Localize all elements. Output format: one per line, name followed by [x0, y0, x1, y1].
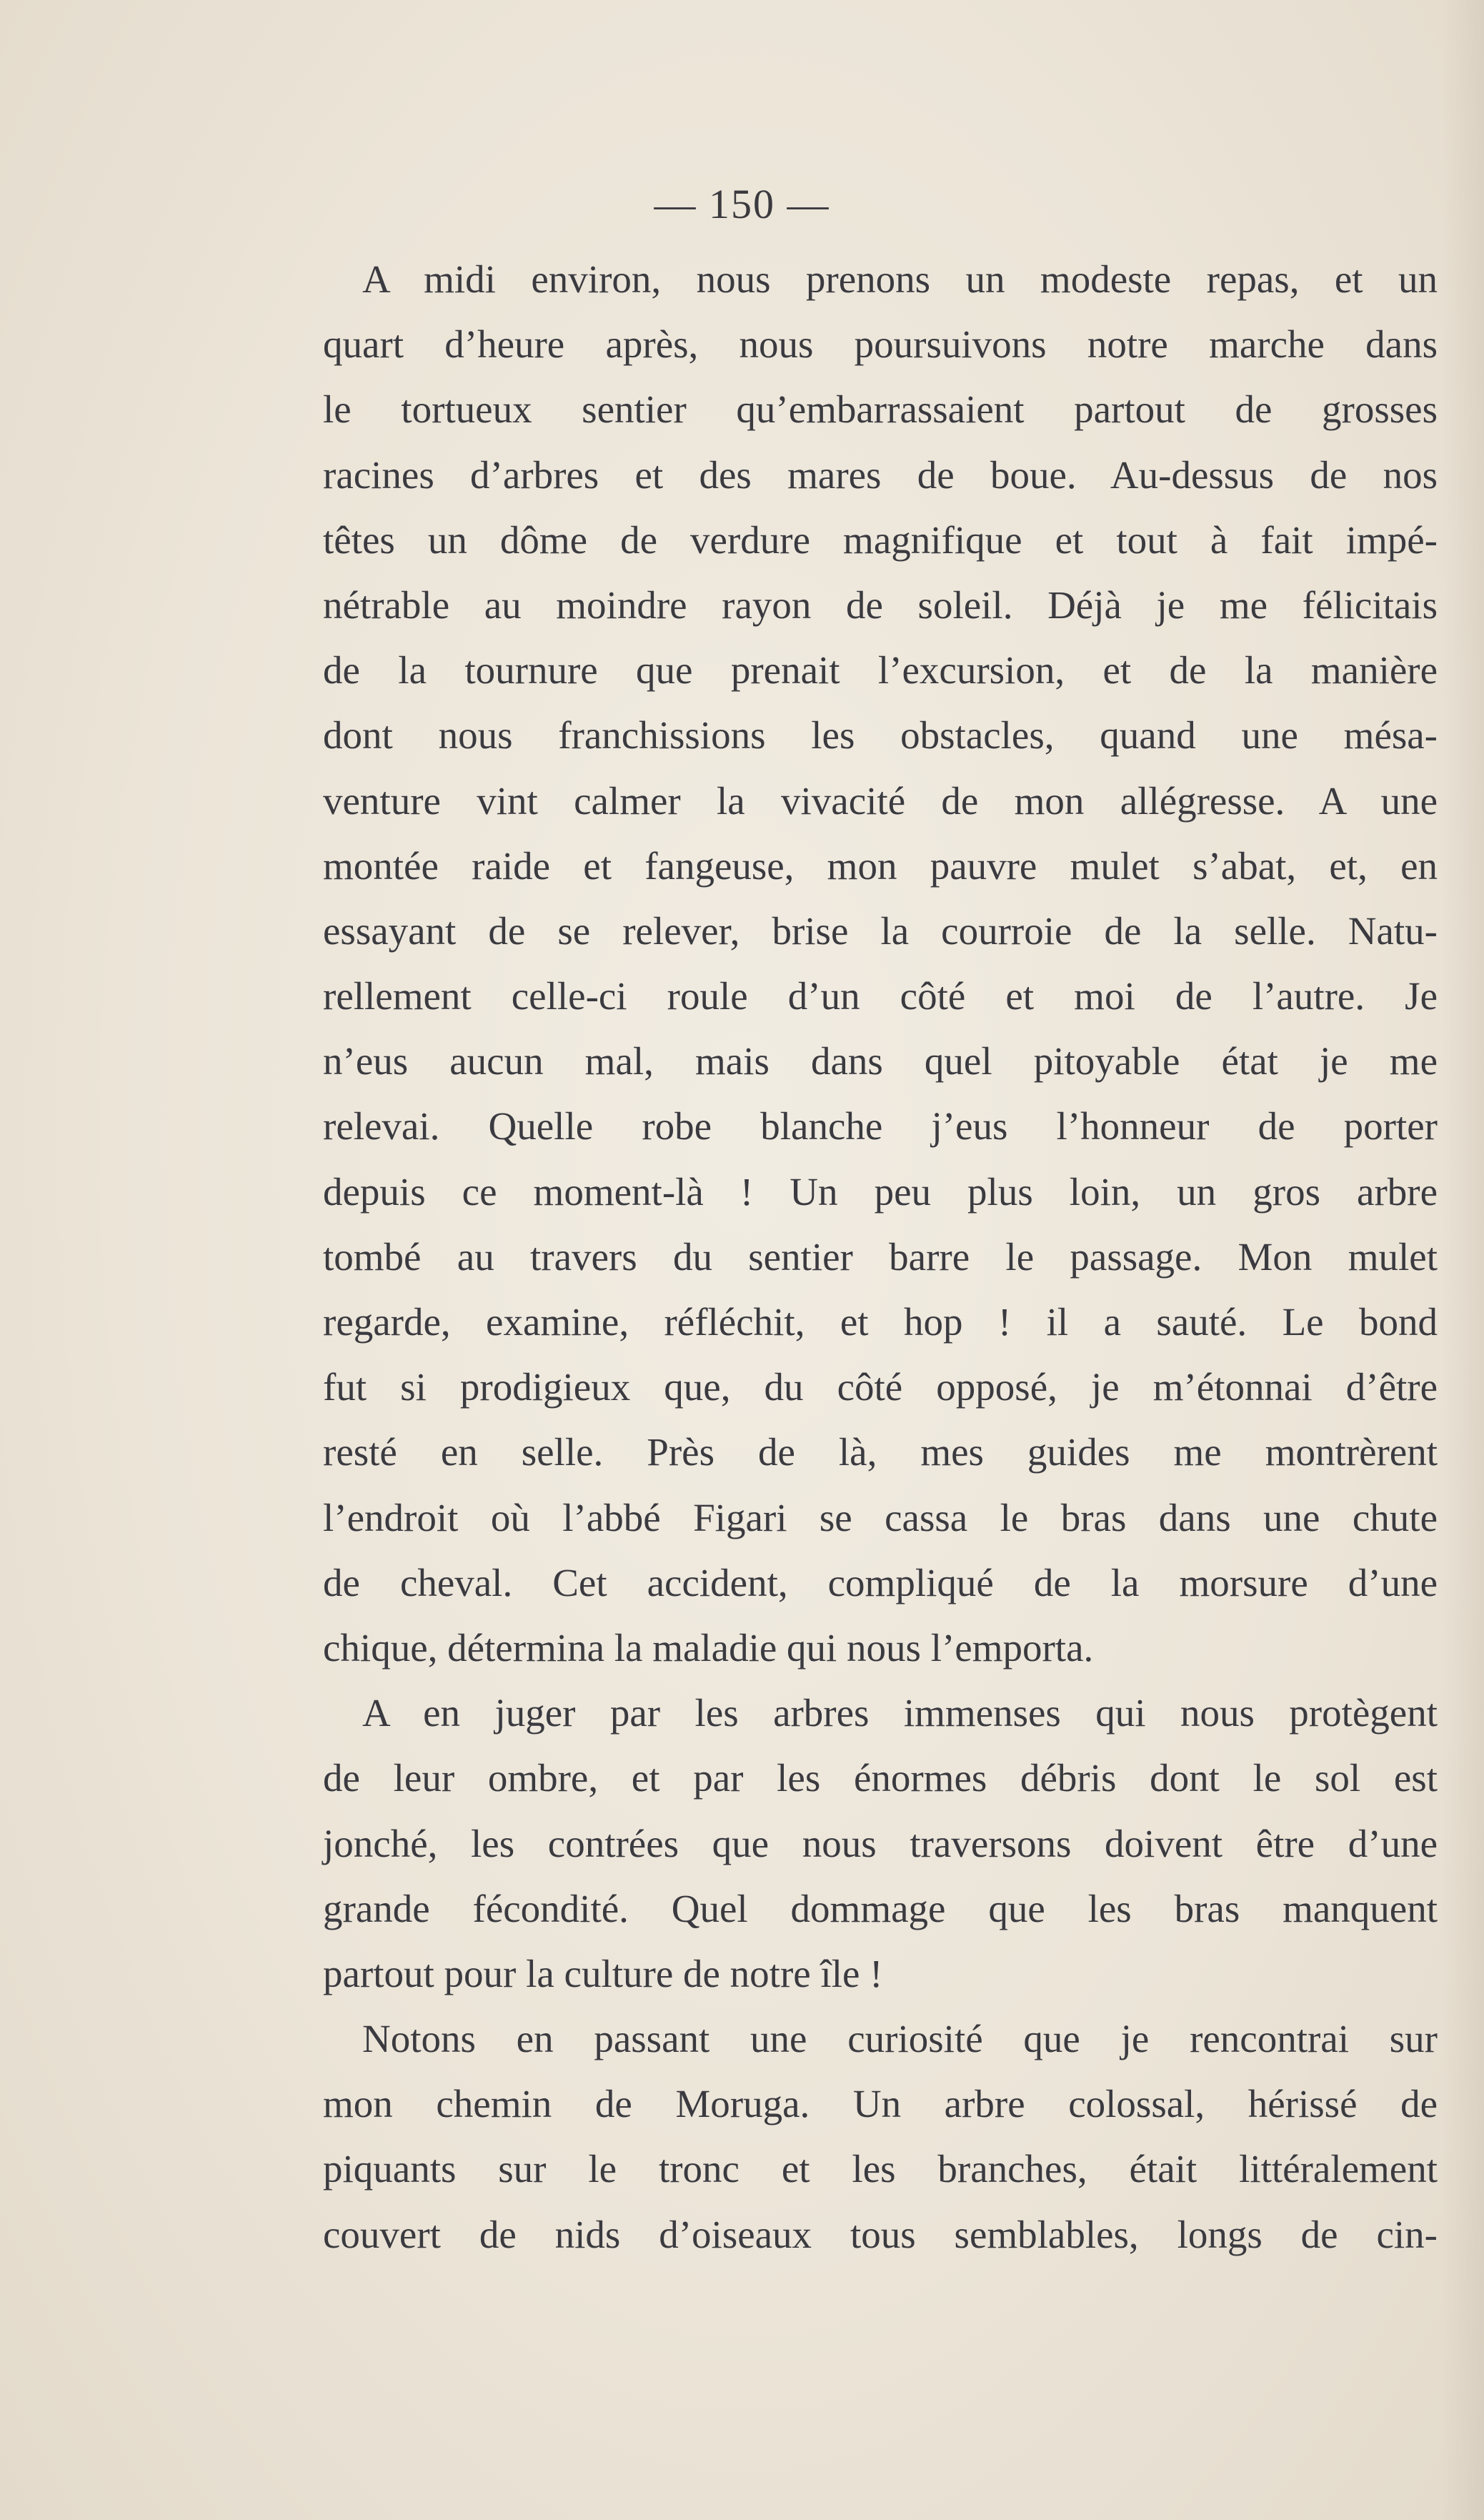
text-line: têtes un dôme de verdure magnifique et tout à fait impé-: [323, 517, 1438, 562]
text-line: Notons en passant une curiosité que je rencontrai sur: [362, 2017, 1438, 2061]
text-line: le tortueux sentier qu’embarrassaient partout de grosses: [323, 387, 1438, 432]
text-line: regarde, examine, réfléchit, et hop ! il a sauté. Le bond: [323, 1300, 1438, 1344]
text-line: fut si prodigieux que, du côté opposé, je m’étonnai d’être: [323, 1365, 1438, 1409]
text-line: rellement celle-ci roule d’un côté et moi de l’autre. Je: [323, 974, 1438, 1018]
text-line: resté en selle. Près de là, mes guides me montrèrent: [323, 1430, 1438, 1474]
body-text: [323, 247, 1438, 2267]
page-number: — 150 —: [654, 181, 830, 227]
text-line: piquants sur le tronc et les branches, était littéralement: [323, 2147, 1438, 2191]
text-line: venture vint calmer la vivacité de mon allégresse. A une: [323, 778, 1438, 823]
text-line: montée raide et fangeuse, mon pauvre mulet s’abat, et, en: [323, 843, 1438, 888]
text-line: relevai. Quelle robe blanche j’eus l’honneur de porter: [323, 1104, 1438, 1149]
text-line: de la tournure que prenait l’excursion, et de la manière: [323, 648, 1438, 693]
text-line: depuis ce moment-là ! Un peu plus loin, un gros arbre: [323, 1169, 1438, 1214]
page-edge-shadow: [1441, 0, 1484, 2520]
text-line: de leur ombre, et par les énormes débris dont le sol est: [323, 1756, 1438, 1800]
text-line: jonché, les contrées que nous traversons doivent être d’une: [323, 1821, 1438, 1865]
text-line: A en juger par les arbres immenses qui nous protègent: [362, 1691, 1438, 1735]
text-line: couvert de nids d’oiseaux tous semblables, longs de cin-: [323, 2212, 1438, 2256]
text-line: chique, détermina la maladie qui nous l’emporta.: [323, 1625, 1094, 1670]
text-line: dont nous franchissions les obstacles, quand une mésa-: [323, 713, 1438, 758]
text-line: n’eus aucun mal, mais dans quel pitoyable état je me: [323, 1039, 1438, 1083]
text-line: l’endroit où l’abbé Figari se cassa le bras dans une chute: [323, 1495, 1438, 1539]
text-line: nétrable au moindre rayon de soleil. Déjà je me félicitais: [323, 582, 1438, 627]
text-line: racines d’arbres et des mares de boue. Au-dessus de nos: [323, 452, 1438, 497]
text-line: grande fécondité. Quel dommage que les bras manquent: [323, 1886, 1438, 1930]
text-line: A midi environ, nous prenons un modeste repas, et un: [362, 257, 1438, 301]
text-line: essayant de se relever, brise la courroie de la selle. Natu-: [323, 908, 1438, 953]
text-line: de cheval. Cet accident, compliqué de la morsure d’une: [323, 1560, 1438, 1604]
text-line: quart d’heure après, nous poursuivons notre marche dans: [323, 322, 1438, 367]
text-line: partout pour la culture de notre île !: [323, 1951, 883, 1995]
text-line: tombé au travers du sentier barre le passage. Mon mulet: [323, 1234, 1438, 1279]
text-line: mon chemin de Moruga. Un arbre colossal, hérissé de: [323, 2082, 1438, 2126]
